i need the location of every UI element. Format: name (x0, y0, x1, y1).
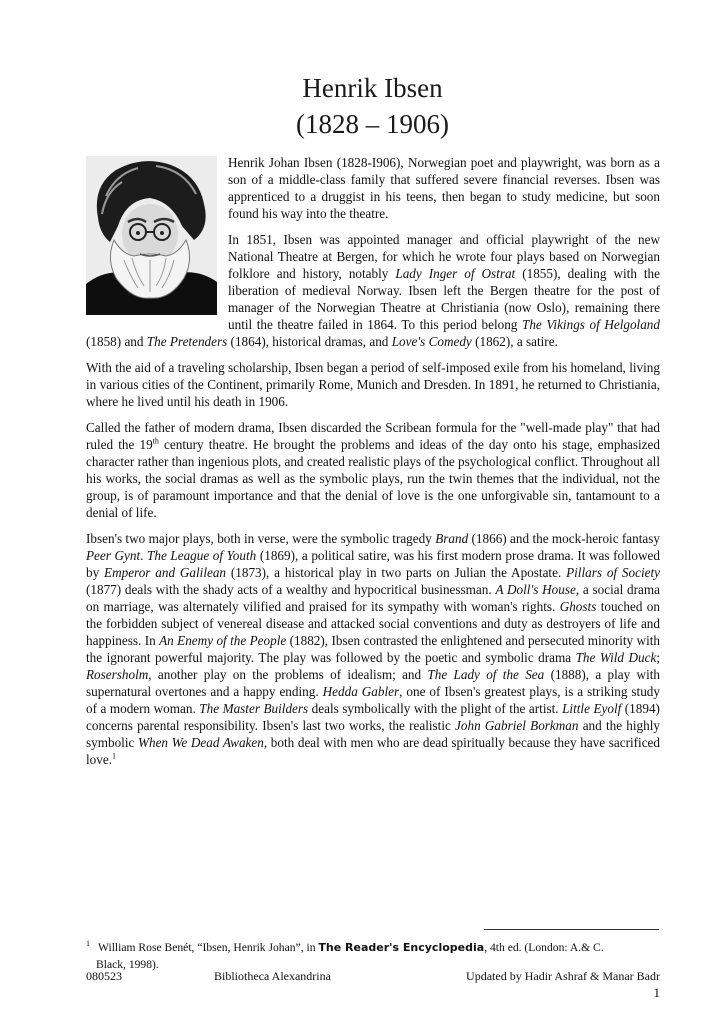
p2-text-1: In 1851, Ibsen was appointed manager and official playwright of the new National Theatre at Bergen, for which he wrote four plays based on Norwegian folklore and history, notably (228, 232, 660, 281)
p4-text-2: century theatre. He brought the problems and ideas of the day onto his stage, emphasized character rather than ingenious plots, and created realistic plays of the psychological conflict. Throughout all his works, the social dramas as well as the symbolic plays, run the twin themes that the individual, not the group, is of paramount importance and that the denial of love is the one unforgivable sin, tantamount to a denial of life. (86, 437, 660, 520)
p5-text-13: , one of Ibsen's greatest plays, is a striking study of a modern woman. (86, 684, 660, 716)
p5-title-16: When We Dead Awaken (137, 735, 264, 750)
p5-title-15: John Gabriel Borkman (455, 718, 579, 733)
p2-text-3: (1858) and (86, 334, 147, 349)
p4-text-1: Called the father of modern drama, Ibsen discarded the Scribean formula for the "well-made play" that had ruled the 19 (86, 420, 660, 452)
paragraph-5 (86, 530, 660, 768)
p5-text-6: (1877) deals with the shady acts of a wealthy and hypocritical businessman. (86, 582, 496, 597)
p5-title-3: The League of Youth (147, 548, 257, 563)
footnote-text-2: , 4th ed. (London: A.& C. (484, 940, 604, 954)
p5-title-11: The Lady of the Sea (427, 667, 545, 682)
p5-title-8: An Enemy of the People (159, 633, 287, 648)
p5-text-10: ; (656, 650, 660, 665)
p2-text-5: (1862), a satire. (471, 334, 558, 349)
p2-text-2: (1855), dealing with the liberation of medieval Norway. Ibsen left the Bergen theatre for the post of manager of the Norwegian Theatre at Christiania (now Oslo), remaining there until the theatre failed in 1864. To this period belong (228, 266, 661, 332)
p5-title-13: The Master Builders (199, 701, 309, 716)
page-number: 1 (653, 985, 660, 1000)
p5-title-1: Brand (435, 531, 469, 546)
p2-title-2: The Vikings of Helgoland (521, 317, 660, 332)
p5-text-4: (1869), a political satire, was his first modern prose drama. It was followed by (86, 548, 660, 580)
p5-title-9: The Wild Duck (575, 650, 657, 665)
p5-title-2: Peer Gynt (86, 548, 141, 563)
footnote-mark: 1 (86, 939, 90, 948)
footnote-divider (484, 929, 659, 930)
p5-title-4: Emperor and Galilean (104, 565, 227, 580)
p5-text-14: deals symbolically with the plight of the artist. (308, 701, 563, 716)
p5-text-2: (1866) and the mock-heroic fantasy (468, 531, 660, 546)
footer-code: 080523 (86, 969, 122, 983)
footnote-reference[interactable]: 1 (112, 751, 117, 761)
paragraph-4 (86, 419, 660, 521)
paragraph-1: Henrik Johan Ibsen (1828-I906), Norwegian poet and playwright, was born as a son of a middle-class family that suffered severe financial reverses. Ibsen was apprenticed to a druggist in his teens, then began to study medicine, but soon found his way into the theatre. (228, 155, 660, 221)
p5-text-12: (1888), a play with supernatural overtones and a happy ending. (86, 667, 660, 699)
p2-title-1: Lady Inger of Ostrat (395, 266, 516, 281)
p5-title-10: Rosersholm (86, 667, 149, 682)
title-name: Henrik Ibsen (302, 73, 443, 103)
p5-text-9: (1882), Ibsen contrasted the enlightened and persecuted minority with the ignorant powerful majority. The play was followed by the poetic and symbolic drama (86, 633, 660, 665)
p2-title-3: The Pretenders (146, 334, 228, 349)
p5-title-12: Hedda Gabler (322, 684, 400, 699)
p5-text-8: touched on the forbidden subject of venereal disease and attacked social conventions and duty as destroyers of life and happiness. In (86, 599, 660, 648)
p5-text-7: , a social drama on marriage, was alternately vilified and praised for its sympathy with woman's rights. (86, 582, 660, 614)
p2-text-4: (1864), historical dramas, and (227, 334, 392, 349)
paragraph-3: With the aid of a traveling scholarship, Ibsen began a period of self-imposed exile from his homeland, living in various cities of the Continent, primarily Rome, Munich and Dresden. In 1891, he returned to Christiania, where he lived until his death in 1906. (86, 360, 660, 409)
p5-text-17: , both deal with men who are dead spiritually because they have sacrificed love. (86, 735, 660, 767)
p5-title-7: Ghosts (559, 599, 597, 614)
p5-title-6: A Doll's House (495, 582, 576, 597)
p5-title-5: Pillars of Society (566, 565, 660, 580)
p5-title-14: Little Eyolf (562, 701, 622, 716)
p5-text-15: (1894) concerns parental responsibility. Ibsen's last two works, the realistic (86, 701, 660, 733)
p5-text-16: and the highly symbolic (86, 718, 660, 750)
p5-text-11: , another play on the problems of idealism; and (148, 667, 428, 682)
footer-updated-by: Updated by Hadir Ashraf & Manar Badr (466, 969, 660, 983)
p2-title-4: Love's Comedy (391, 334, 472, 349)
p5-text-5: (1873), a historical play in two parts on Julian the Apostate. (226, 565, 567, 580)
title-dates: (1828 – 1906) (296, 109, 449, 139)
footer-library: Bibliotheca Alexandrina (214, 969, 331, 983)
footnote-source-title: The Reader's Encyclopedia (318, 940, 485, 954)
p4-superscript: th (152, 436, 159, 446)
article-body (86, 154, 660, 777)
page-title (0, 70, 720, 142)
p5-text-3: . (140, 548, 148, 563)
portrait-spacer (86, 154, 218, 318)
footnote-text-1: William Rose Benét, “Ibsen, Henrik Johan”, in (98, 940, 319, 954)
footnote-text-3: Black, 1998). (96, 957, 159, 971)
p5-text-1: Ibsen's two major plays, both in verse, were the symbolic tragedy (86, 531, 436, 546)
